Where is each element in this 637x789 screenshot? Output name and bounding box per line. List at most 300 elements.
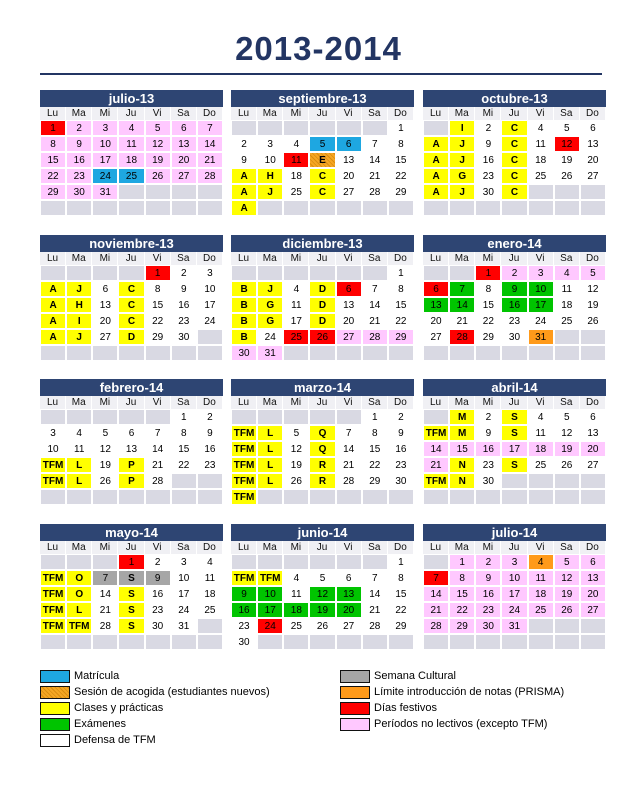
day-cell: 29	[388, 329, 414, 345]
empty-cell	[231, 120, 257, 136]
weekday-label: Vi	[145, 252, 171, 265]
day-cell: 21	[336, 457, 362, 473]
day-cell: 7	[362, 136, 388, 152]
day-cell: 29	[388, 618, 414, 634]
legend-label: Defensa de TFM	[74, 734, 156, 746]
day-cell: TFM	[423, 425, 449, 441]
day-cell: 16	[231, 602, 257, 618]
day-cell: A	[231, 200, 257, 216]
day-cell: 11	[554, 281, 580, 297]
weekday-label: Do	[388, 396, 414, 409]
day-cell: 15	[388, 152, 414, 168]
day-cell: 2	[501, 265, 527, 281]
day-cell: J	[257, 281, 283, 297]
day-cell: 27	[580, 457, 606, 473]
day-cell: S	[501, 425, 527, 441]
empty-cell	[145, 634, 171, 650]
day-cell: L	[66, 602, 92, 618]
empty-cell	[231, 554, 257, 570]
day-cell: 24	[501, 602, 527, 618]
day-cell: M	[449, 409, 475, 425]
day-cell: C	[501, 120, 527, 136]
day-cell: 23	[475, 602, 501, 618]
weekday-label: Mi	[283, 541, 309, 554]
day-cell: S	[118, 618, 144, 634]
empty-cell	[66, 345, 92, 361]
empty-cell	[528, 489, 554, 505]
day-cell: C	[501, 168, 527, 184]
day-cell: 13	[423, 297, 449, 313]
empty-cell	[528, 345, 554, 361]
empty-cell	[554, 345, 580, 361]
month-title: enero-14	[423, 235, 606, 252]
day-cell: B	[231, 313, 257, 329]
empty-cell	[423, 409, 449, 425]
empty-cell	[118, 345, 144, 361]
day-cell: C	[309, 168, 335, 184]
day-cell: 30	[501, 329, 527, 345]
empty-cell	[171, 473, 197, 489]
day-cell: B	[231, 281, 257, 297]
empty-cell	[197, 473, 223, 489]
day-cell: 4	[283, 136, 309, 152]
day-cell: 25	[283, 618, 309, 634]
weekday-header	[423, 252, 606, 265]
empty-cell	[40, 489, 66, 505]
day-cell: I	[449, 120, 475, 136]
day-cell: 27	[336, 618, 362, 634]
day-cell: 5	[283, 425, 309, 441]
weekday-label: Vi	[528, 107, 554, 120]
empty-cell	[501, 345, 527, 361]
day-cell: 19	[554, 152, 580, 168]
month-title: marzo-14	[231, 379, 414, 396]
empty-cell	[501, 200, 527, 216]
day-cell: 21	[423, 457, 449, 473]
day-cell: A	[40, 329, 66, 345]
day-cell: 13	[580, 136, 606, 152]
day-cell: 30	[171, 329, 197, 345]
empty-cell	[475, 345, 501, 361]
day-grid	[423, 120, 606, 216]
empty-cell	[257, 120, 283, 136]
day-cell: R	[309, 457, 335, 473]
empty-cell	[449, 634, 475, 650]
day-cell: 31	[528, 329, 554, 345]
day-cell: 6	[336, 136, 362, 152]
day-cell: 6	[118, 425, 144, 441]
day-cell: 9	[66, 136, 92, 152]
day-cell: 31	[501, 618, 527, 634]
day-cell: 26	[309, 618, 335, 634]
day-cell: 3	[257, 136, 283, 152]
weekday-label: Mi	[92, 252, 118, 265]
empty-cell	[231, 409, 257, 425]
empty-cell	[362, 554, 388, 570]
weekday-header	[423, 396, 606, 409]
day-cell: 29	[40, 184, 66, 200]
empty-cell	[336, 200, 362, 216]
month-title: abril-14	[423, 379, 606, 396]
empty-cell	[309, 345, 335, 361]
weekday-label: Do	[197, 396, 223, 409]
day-cell: 12	[554, 570, 580, 586]
empty-cell	[66, 489, 92, 505]
day-cell: 3	[40, 425, 66, 441]
day-cell: 22	[171, 457, 197, 473]
day-cell: 12	[283, 441, 309, 457]
weekday-label: Ma	[449, 252, 475, 265]
day-cell: 9	[145, 570, 171, 586]
day-cell: 22	[449, 602, 475, 618]
empty-cell	[66, 409, 92, 425]
weekday-label: Mi	[475, 396, 501, 409]
day-cell: TFM	[231, 441, 257, 457]
day-cell: 16	[197, 441, 223, 457]
day-cell: 16	[145, 586, 171, 602]
weekday-label: Lu	[231, 252, 257, 265]
weekday-label: Sa	[554, 252, 580, 265]
day-cell: 2	[475, 409, 501, 425]
weekday-label: Ju	[309, 396, 335, 409]
empty-cell	[423, 489, 449, 505]
day-cell: 13	[118, 441, 144, 457]
day-cell: 27	[423, 329, 449, 345]
empty-cell	[362, 345, 388, 361]
empty-cell	[283, 120, 309, 136]
legend-swatch	[40, 718, 70, 731]
day-cell: 2	[145, 554, 171, 570]
day-cell: 24	[197, 313, 223, 329]
day-cell: 26	[283, 473, 309, 489]
day-cell: 7	[362, 570, 388, 586]
weekday-label: Sa	[171, 252, 197, 265]
day-cell: 27	[336, 329, 362, 345]
empty-cell	[66, 634, 92, 650]
weekday-label: Sa	[554, 107, 580, 120]
month-abril-14	[423, 379, 606, 505]
day-cell: 12	[554, 425, 580, 441]
legend-label: Exámenes	[74, 718, 126, 730]
empty-cell	[501, 473, 527, 489]
day-cell: 5	[554, 409, 580, 425]
day-cell: G	[449, 168, 475, 184]
day-cell: 11	[283, 297, 309, 313]
empty-cell	[423, 554, 449, 570]
day-cell: 13	[92, 297, 118, 313]
empty-cell	[554, 489, 580, 505]
month-enero-14	[423, 235, 606, 361]
day-cell: P	[118, 473, 144, 489]
empty-cell	[257, 634, 283, 650]
day-cell: E	[309, 152, 335, 168]
day-cell: 21	[197, 152, 223, 168]
day-cell: 24	[528, 313, 554, 329]
weekday-label: Ma	[449, 396, 475, 409]
day-cell: 16	[475, 441, 501, 457]
empty-cell	[475, 634, 501, 650]
empty-cell	[309, 265, 335, 281]
day-cell: C	[309, 184, 335, 200]
day-cell: TFM	[231, 457, 257, 473]
weekday-label: Vi	[145, 107, 171, 120]
weekday-label: Lu	[423, 252, 449, 265]
empty-cell	[554, 634, 580, 650]
empty-cell	[40, 554, 66, 570]
day-cell: A	[40, 281, 66, 297]
day-cell: 18	[554, 297, 580, 313]
month-febrero-14	[40, 379, 223, 505]
day-cell: 27	[580, 168, 606, 184]
day-cell: 24	[257, 618, 283, 634]
day-cell: L	[257, 441, 283, 457]
day-cell: 12	[554, 136, 580, 152]
day-grid	[231, 554, 414, 650]
weekday-label: Do	[197, 252, 223, 265]
day-cell: 18	[283, 602, 309, 618]
empty-cell	[336, 489, 362, 505]
day-cell: 14	[197, 136, 223, 152]
empty-cell	[283, 634, 309, 650]
weekday-label: Ju	[501, 252, 527, 265]
day-cell: 7	[336, 425, 362, 441]
day-cell: 28	[336, 473, 362, 489]
weekday-label: Ma	[257, 541, 283, 554]
day-cell: 1	[388, 120, 414, 136]
month-marzo-14	[231, 379, 414, 505]
day-cell: 28	[423, 618, 449, 634]
day-cell: 27	[580, 602, 606, 618]
empty-cell	[145, 200, 171, 216]
day-cell: 18	[528, 586, 554, 602]
day-cell: A	[40, 297, 66, 313]
empty-cell	[40, 200, 66, 216]
day-cell: 6	[423, 281, 449, 297]
month-septiembre-13	[231, 90, 414, 216]
day-cell: 4	[283, 570, 309, 586]
empty-cell	[118, 184, 144, 200]
empty-cell	[336, 554, 362, 570]
day-cell: 20	[336, 168, 362, 184]
weekday-label: Do	[197, 541, 223, 554]
day-cell: TFM	[231, 489, 257, 505]
month-julio-13	[40, 90, 223, 216]
day-cell: L	[66, 473, 92, 489]
empty-cell	[362, 265, 388, 281]
empty-cell	[171, 200, 197, 216]
day-cell: 25	[528, 457, 554, 473]
day-cell: TFM	[231, 473, 257, 489]
empty-cell	[449, 200, 475, 216]
day-cell: 9	[197, 425, 223, 441]
legend-label: Matrícula	[74, 670, 120, 682]
weekday-label: Do	[580, 107, 606, 120]
day-cell: H	[257, 168, 283, 184]
day-cell: 30	[66, 184, 92, 200]
day-cell: TFM	[423, 473, 449, 489]
day-cell: 14	[145, 441, 171, 457]
legend-label: Períodos no lectivos (excepto TFM)	[374, 718, 548, 730]
weekday-label: Vi	[528, 396, 554, 409]
day-cell: 19	[145, 152, 171, 168]
day-cell: 10	[40, 441, 66, 457]
day-cell: 23	[475, 457, 501, 473]
day-cell: 5	[309, 136, 335, 152]
day-cell: 26	[554, 457, 580, 473]
empty-cell	[118, 489, 144, 505]
weekday-header	[40, 107, 223, 120]
empty-cell	[66, 554, 92, 570]
day-cell: 2	[66, 120, 92, 136]
empty-cell	[449, 345, 475, 361]
day-cell: 24	[257, 329, 283, 345]
day-cell: 29	[475, 329, 501, 345]
day-cell: 12	[580, 281, 606, 297]
day-cell: 7	[145, 425, 171, 441]
empty-cell	[40, 265, 66, 281]
day-cell: J	[449, 184, 475, 200]
legend-label: Días festivos	[374, 702, 437, 714]
day-cell: 20	[336, 602, 362, 618]
day-cell: 7	[197, 120, 223, 136]
day-cell: 25	[283, 329, 309, 345]
day-cell: 20	[580, 586, 606, 602]
day-grid	[40, 120, 223, 216]
day-cell: 1	[475, 265, 501, 281]
day-cell: J	[449, 152, 475, 168]
empty-cell	[423, 120, 449, 136]
weekday-header	[423, 107, 606, 120]
day-cell: TFM	[231, 570, 257, 586]
empty-cell	[528, 634, 554, 650]
day-cell: 30	[231, 345, 257, 361]
day-cell: 15	[388, 297, 414, 313]
day-cell: 5	[309, 570, 335, 586]
day-cell: 28	[197, 168, 223, 184]
day-cell: S	[118, 586, 144, 602]
day-cell: 6	[580, 120, 606, 136]
empty-cell	[423, 200, 449, 216]
day-cell: 5	[145, 120, 171, 136]
day-cell: 9	[501, 281, 527, 297]
weekday-label: Vi	[528, 252, 554, 265]
day-cell: 8	[40, 136, 66, 152]
empty-cell	[336, 409, 362, 425]
day-cell: S	[501, 457, 527, 473]
day-cell: 21	[423, 602, 449, 618]
day-cell: 18	[528, 441, 554, 457]
day-cell: 10	[171, 570, 197, 586]
month-title: octubre-13	[423, 90, 606, 107]
day-cell: 8	[362, 425, 388, 441]
empty-cell	[309, 409, 335, 425]
day-cell: 7	[423, 570, 449, 586]
day-cell: 4	[528, 409, 554, 425]
day-cell: 19	[309, 602, 335, 618]
weekday-label: Sa	[362, 107, 388, 120]
day-cell: 21	[145, 457, 171, 473]
day-cell: TFM	[40, 457, 66, 473]
empty-cell	[528, 184, 554, 200]
day-cell: 19	[283, 457, 309, 473]
day-cell: 6	[171, 120, 197, 136]
empty-cell	[66, 200, 92, 216]
day-cell: 28	[362, 184, 388, 200]
day-cell: 14	[336, 441, 362, 457]
weekday-label: Mi	[475, 107, 501, 120]
day-cell: 17	[257, 602, 283, 618]
day-cell: 18	[197, 586, 223, 602]
day-cell: 11	[528, 570, 554, 586]
weekday-header	[40, 396, 223, 409]
month-title: noviembre-13	[40, 235, 223, 252]
weekday-header	[231, 107, 414, 120]
weekday-label: Lu	[40, 541, 66, 554]
day-cell: 13	[580, 425, 606, 441]
day-cell: 16	[388, 441, 414, 457]
weekday-label: Ma	[449, 541, 475, 554]
weekday-label: Ma	[449, 107, 475, 120]
day-cell: 31	[92, 184, 118, 200]
day-cell: 8	[388, 281, 414, 297]
empty-cell	[528, 200, 554, 216]
day-cell: L	[257, 457, 283, 473]
day-cell: 24	[171, 602, 197, 618]
day-cell: 30	[145, 618, 171, 634]
day-cell: I	[66, 313, 92, 329]
day-cell: 2	[231, 136, 257, 152]
day-cell: O	[66, 586, 92, 602]
day-cell: D	[309, 297, 335, 313]
day-grid	[40, 265, 223, 361]
empty-cell	[309, 489, 335, 505]
day-cell: C	[118, 297, 144, 313]
empty-cell	[580, 473, 606, 489]
day-cell: 7	[449, 281, 475, 297]
day-cell: TFM	[66, 618, 92, 634]
day-cell: 1	[40, 120, 66, 136]
day-cell: B	[231, 297, 257, 313]
weekday-label: Vi	[528, 541, 554, 554]
weekday-label: Ma	[66, 541, 92, 554]
empty-cell	[171, 184, 197, 200]
weekday-label: Do	[580, 252, 606, 265]
empty-cell	[362, 200, 388, 216]
empty-cell	[171, 345, 197, 361]
day-cell: 12	[92, 441, 118, 457]
day-cell: 5	[92, 425, 118, 441]
empty-cell	[145, 489, 171, 505]
month-title: febrero-14	[40, 379, 223, 396]
day-cell: Q	[309, 441, 335, 457]
day-cell: 5	[554, 554, 580, 570]
legend-swatch	[40, 702, 70, 715]
empty-cell	[580, 345, 606, 361]
empty-cell	[257, 409, 283, 425]
day-cell: TFM	[40, 602, 66, 618]
day-cell: 29	[362, 473, 388, 489]
legend-label: Clases y prácticas	[74, 702, 164, 714]
day-cell: 16	[66, 152, 92, 168]
weekday-label: Do	[388, 252, 414, 265]
weekday-label: Ju	[118, 252, 144, 265]
day-grid	[423, 409, 606, 505]
day-cell: 29	[145, 329, 171, 345]
day-cell: G	[257, 313, 283, 329]
empty-cell	[197, 345, 223, 361]
day-cell: 11	[197, 570, 223, 586]
day-cell: 7	[362, 281, 388, 297]
